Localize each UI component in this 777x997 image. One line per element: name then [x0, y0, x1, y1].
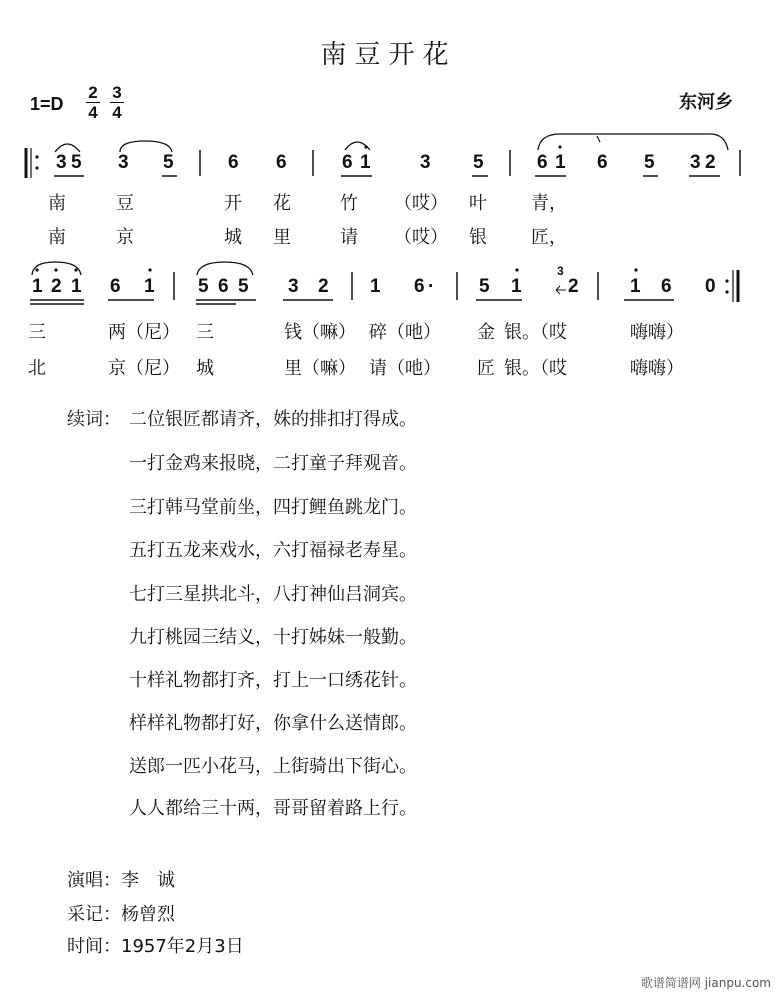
lyric: 青，	[531, 193, 567, 214]
song-title: 南豆开花	[320, 40, 457, 70]
grace-note: 3	[557, 264, 564, 278]
lyric: 里	[273, 227, 291, 248]
lyric: 银。（哎	[504, 358, 567, 379]
watermark: 歌谱简谱网 jianpu.com	[640, 976, 771, 990]
note: 6	[661, 276, 672, 297]
lyric: 南	[48, 227, 66, 248]
lyric: 银	[469, 227, 487, 248]
note: 2	[318, 276, 329, 297]
note: 5	[163, 152, 174, 173]
note: 1	[511, 276, 522, 297]
note: 6	[218, 276, 229, 297]
verse-line: 九打桃园三结义，十打姊妹一般勤。	[129, 627, 417, 648]
note: 2	[705, 152, 716, 173]
ts-denominator: 4	[88, 103, 98, 122]
lyric: 嗨嗨）	[630, 358, 684, 379]
note: 1	[555, 152, 566, 173]
note: 5	[479, 276, 490, 297]
note: 1	[360, 152, 371, 173]
note: 1	[144, 276, 155, 297]
lyric: 北	[28, 358, 46, 379]
lyric: 京（尼）	[108, 358, 180, 379]
verses-label: 续词：	[67, 409, 121, 430]
lyric: 请（吔）	[369, 358, 441, 379]
lyric: 嗨嗨）	[630, 322, 684, 343]
note: 6	[228, 152, 239, 173]
verse-line: 人人都给三十两，哥哥留着路上行。	[129, 798, 417, 819]
lyric: （哎）	[394, 193, 448, 214]
verse-line: 二位银匠都请齐，姝的排扣打得成。	[129, 409, 417, 430]
lyric: 南	[48, 193, 66, 214]
region-label: 东河乡	[679, 92, 733, 113]
note: 5	[473, 152, 484, 173]
note: 6	[597, 152, 608, 173]
note: 1	[71, 276, 82, 297]
note: 2	[51, 276, 62, 297]
lyric: 两（尼）	[108, 322, 180, 343]
verse-line: 一打金鸡来报晓，二打童子拜观音。	[129, 453, 417, 474]
credit-transcriber	[67, 900, 175, 926]
credit-label: 演唱：	[67, 870, 121, 891]
lyric: 银。（哎	[504, 322, 567, 343]
credit-singer	[67, 866, 175, 892]
note: 6	[537, 152, 548, 173]
verse-line: 三打韩马堂前坐，四打鲤鱼跳龙门。	[129, 497, 417, 518]
note: 3	[420, 152, 431, 173]
lyric: 城	[224, 227, 242, 248]
lyric: 匠，	[531, 227, 567, 248]
note: 2	[568, 276, 579, 297]
lyric: 钱（嘛）	[284, 322, 356, 343]
lyric: 城	[196, 358, 214, 379]
lyric: 竹	[340, 193, 358, 214]
credit-value: 杨曾烈	[121, 904, 175, 925]
note: 1	[32, 276, 43, 297]
note: 6	[276, 152, 287, 173]
note: 5	[644, 152, 655, 173]
verse-line: 送郎一匹小花马，上街骑出下街心。	[129, 756, 417, 777]
note: 1	[630, 276, 641, 297]
credit-label: 时间：	[67, 936, 121, 957]
credit-label: 采记：	[67, 904, 121, 925]
note: 6	[414, 276, 425, 297]
note: 6	[110, 276, 121, 297]
augmentation-dot: ·	[428, 276, 435, 297]
lyric: 豆	[116, 193, 134, 214]
note: 3	[56, 152, 67, 173]
note: 3	[118, 152, 129, 173]
note: 1	[370, 276, 381, 297]
ts-numerator: 3	[112, 83, 122, 102]
note: 6	[342, 152, 353, 173]
verse-line: 样样礼物都打好，你拿什么送情郎。	[129, 713, 417, 734]
verse-line: 七打三星拱北斗，八打神仙吕洞宾。	[129, 584, 417, 605]
lyric: 三	[196, 322, 214, 343]
key-signature: 1=D	[30, 94, 64, 114]
lyric: 京	[116, 227, 134, 248]
ts-denominator: 4	[112, 103, 122, 122]
lyric: （哎）	[394, 227, 448, 248]
note: 5	[238, 276, 249, 297]
note: 3	[288, 276, 299, 297]
verse-line: 五打五龙来戏水，六打福禄老寿星。	[129, 540, 417, 561]
lyric: 叶	[469, 193, 487, 214]
note: 5	[198, 276, 209, 297]
note: 3	[690, 152, 701, 173]
note: 5	[71, 152, 82, 173]
ts-numerator: 2	[88, 83, 98, 102]
lyric: 请	[340, 227, 358, 248]
lyric: 金	[477, 322, 495, 343]
credit-value: 1957年2月3日	[121, 936, 244, 957]
lyric: 花	[273, 193, 291, 214]
credit-value: 李 诚	[121, 870, 175, 891]
lyric: 里（嘛）	[284, 358, 356, 379]
verse-line: 十样礼物都打齐，打上一口绣花针。	[129, 670, 417, 691]
lyric: 三	[28, 322, 46, 343]
lyric: 开	[224, 193, 242, 214]
lyric: 匠	[477, 358, 495, 379]
lyric: 碎（吔）	[369, 322, 441, 343]
credit-date	[67, 932, 244, 958]
rest: 0	[705, 276, 716, 297]
